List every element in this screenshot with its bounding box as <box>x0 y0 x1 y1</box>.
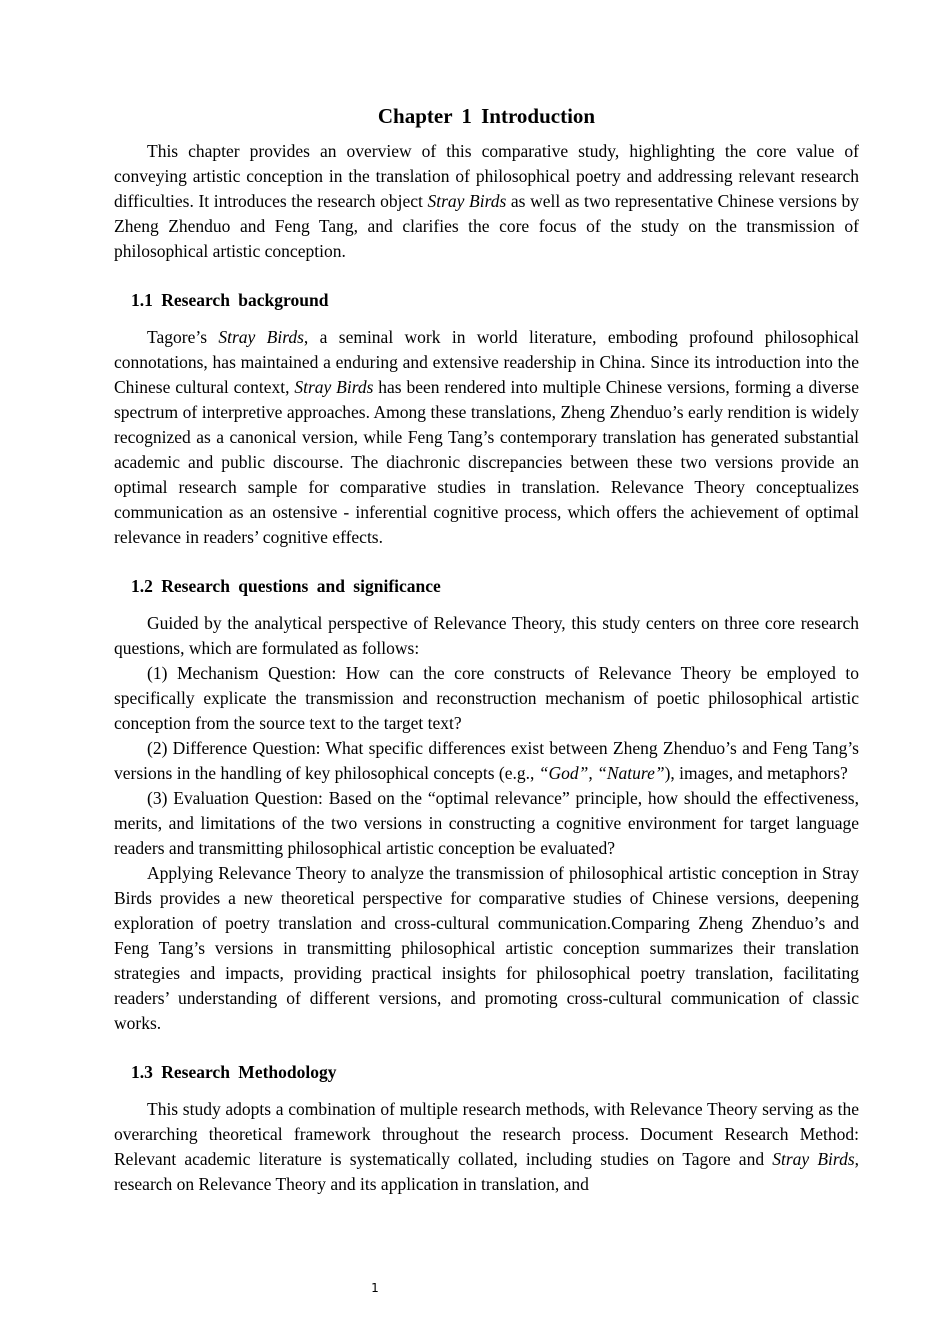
methodology-text-2: , research on Relevance Theory and its application in translation, and <box>114 1149 859 1194</box>
intro-paragraph <box>114 139 859 264</box>
question-1-paragraph: (1) Mechanism Question: How can the core constructs of Relevance Theory be employed to specifically explicate the transmission and reconstruction mechanism of poetic philosophical artistic conception from the source text to the target text? <box>114 663 859 733</box>
background-paragraph <box>114 325 859 550</box>
methodology-text-1: This study adopts a combination of multiple research methods, with Relevance Theory serving as the overarching theoretical framework throughout the research process. Document Research Method: Relevant academic literature is systematically collated, including studies on Tagore and <box>114 1099 859 1169</box>
question-2-paragraph <box>114 736 859 786</box>
background-italic-2: Stray Birds <box>294 377 374 397</box>
section-1-2-heading: 1.2 Research questions and significance <box>131 576 441 596</box>
question-2-text-2: ), images, and metaphors? <box>664 763 848 783</box>
chapter-title: Chapter 1 Introduction <box>377 104 596 128</box>
background-text-1: Tagore’s <box>147 327 219 347</box>
intro-text-1: This chapter provides an overview of this comparative study, highlighting the core value of conveying artistic conception in the translation of philosophical poetry and addressing relevant research difficulties. It introduces the research object <box>114 141 859 211</box>
page-number: 1 <box>371 1281 379 1295</box>
question-2-text-1: (2) Difference Question: What specific differences exist between Zheng Zhenduo’s and Feng Tang’s versions in the handling of key philosophical concepts (e.g., <box>114 738 859 783</box>
question-2-italic: “God”, “Nature” <box>538 763 665 783</box>
question-3-paragraph: (3) Evaluation Question: Based on the “optimal relevance” principle, how should the effectiveness, merits, and limitations of the two versions in constructing a cognitive environment for target language readers and transmitting philosophical artistic conception be evaluated? <box>114 788 859 858</box>
section-1-3-heading: 1.3 Research Methodology <box>131 1062 337 1082</box>
intro-text-2: as well as two representative Chinese versions by Zheng Zhenduo and Feng Tang, and clarifies the core focus of the study on the transmission of philosophical artistic conception. <box>114 191 859 261</box>
background-text-3: has been rendered into multiple Chinese versions, forming a diverse spectrum of interpretive approaches. Among these translations, Zheng Zhenduo’s early rendition is widely recognized as a canonical version, while Feng Tang’s contemporary translation has generated substantial academic and public discourse. The diachronic discrepancies between these two versions provide an optimal research sample for comparative studies in translation. Relevance Theory conceptualizes communication as an ostensive - inferential cognitive process, which offers the achievement of optimal relevance in readers’ cognitive effects. <box>114 377 860 547</box>
significance-paragraph: Applying Relevance Theory to analyze the transmission of philosophical artistic conception in Stray Birds provides a new theoretical perspective for comparative studies of Chinese versions, deepening exploration of poetry translation and cross-cultural communication.Comparing Zheng Zhenduo’s and Feng Tang’s versions in transmitting philosophical artistic conception summarizes their translation strategies and impacts, providing practical insights for philosophical poetry translation, facilitating readers’ understanding of different versions, and promoting cross-cultural communication of classic works. <box>114 863 859 1033</box>
methodology-italic: Stray Birds <box>772 1149 855 1169</box>
intro-italic-title: Stray Birds <box>427 191 507 211</box>
questions-intro-paragraph: Guided by the analytical perspective of Relevance Theory, this study centers on three core research questions, which are formulated as follows: <box>114 613 859 658</box>
methodology-paragraph <box>114 1097 859 1197</box>
section-1-1-heading: 1.1 Research background <box>131 290 329 310</box>
background-italic-1: Stray Birds <box>218 327 304 347</box>
page-content <box>114 100 859 1197</box>
background-text-2: , a seminal work in world literature, emboding profound philosophical connotations, has maintained a enduring and extensive readership in China. Since its introduction into the Chinese cultural context, <box>114 327 859 397</box>
